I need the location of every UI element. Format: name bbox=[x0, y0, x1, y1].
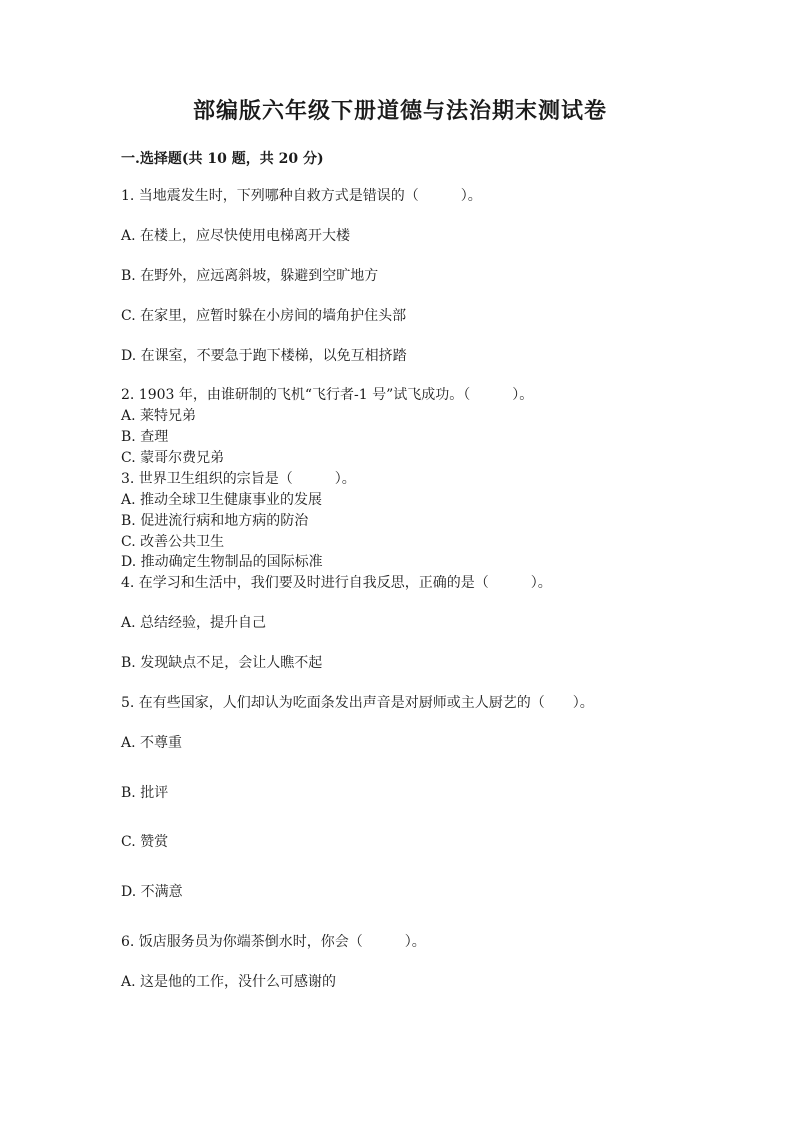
question-2-option-c: C. 蒙哥尔费兄弟 bbox=[121, 450, 225, 466]
question-3-option-d: D. 推动确定生物制品的国际标准 bbox=[121, 554, 323, 570]
question-5-option-a: A. 不尊重 bbox=[121, 735, 183, 751]
question-3-option-b: B. 促进流行病和地方病的防治 bbox=[121, 513, 309, 529]
question-1-option-a: A. 在楼上，应尽快使用电梯离开大楼 bbox=[121, 228, 351, 244]
question-5-option-b: B. 批评 bbox=[121, 785, 169, 801]
question-1-stem: 1. 当地震发生时，下列哪种自救方式是错误的（ ）。 bbox=[121, 188, 482, 204]
question-4-stem: 4. 在学习和生活中，我们要及时进行自我反思，正确的是（ ）。 bbox=[121, 575, 552, 591]
question-5-option-d: D. 不满意 bbox=[121, 884, 183, 900]
question-1-option-b: B. 在野外，应远离斜坡，躲避到空旷地方 bbox=[121, 268, 379, 284]
question-2-stem: 2. 1903 年，由谁研制的飞机“飞行者-1 号”试飞成功。（ ）。 bbox=[121, 387, 534, 403]
question-3-stem: 3. 世界卫生组织的宗旨是（ ）。 bbox=[121, 471, 356, 487]
question-3-option-c: C. 改善公共卫生 bbox=[121, 534, 225, 550]
question-1-option-c: C. 在家里，应暂时躲在小房间的墙角护住头部 bbox=[121, 308, 407, 324]
page-title: 部编版六年级下册道德与法治期末测试卷 bbox=[192, 98, 607, 124]
question-5-stem: 5. 在有些国家，人们却认为吃面条发出声音是对厨师或主人厨艺的（ ）。 bbox=[121, 695, 594, 711]
question-3-option-a: A. 推动全球卫生健康事业的发展 bbox=[121, 492, 323, 508]
question-2-option-a: A. 莱特兄弟 bbox=[121, 408, 197, 424]
section-heading: 一.选择题(共 10 题，共 20 分) bbox=[121, 151, 324, 167]
question-2-option-b: B. 查理 bbox=[121, 429, 169, 445]
question-4-option-a: A. 总结经验，提升自己 bbox=[121, 615, 267, 631]
question-1-option-d: D. 在课室，不要急于跑下楼梯，以免互相挤踏 bbox=[121, 348, 407, 364]
question-6-option-a: A. 这是他的工作，没什么可感谢的 bbox=[121, 974, 337, 990]
question-5-option-c: C. 赞赏 bbox=[121, 834, 169, 850]
question-6-stem: 6. 饭店服务员为你端茶倒水时，你会（ ）。 bbox=[121, 934, 426, 950]
question-4-option-b: B. 发现缺点不足，会让人瞧不起 bbox=[121, 655, 323, 671]
